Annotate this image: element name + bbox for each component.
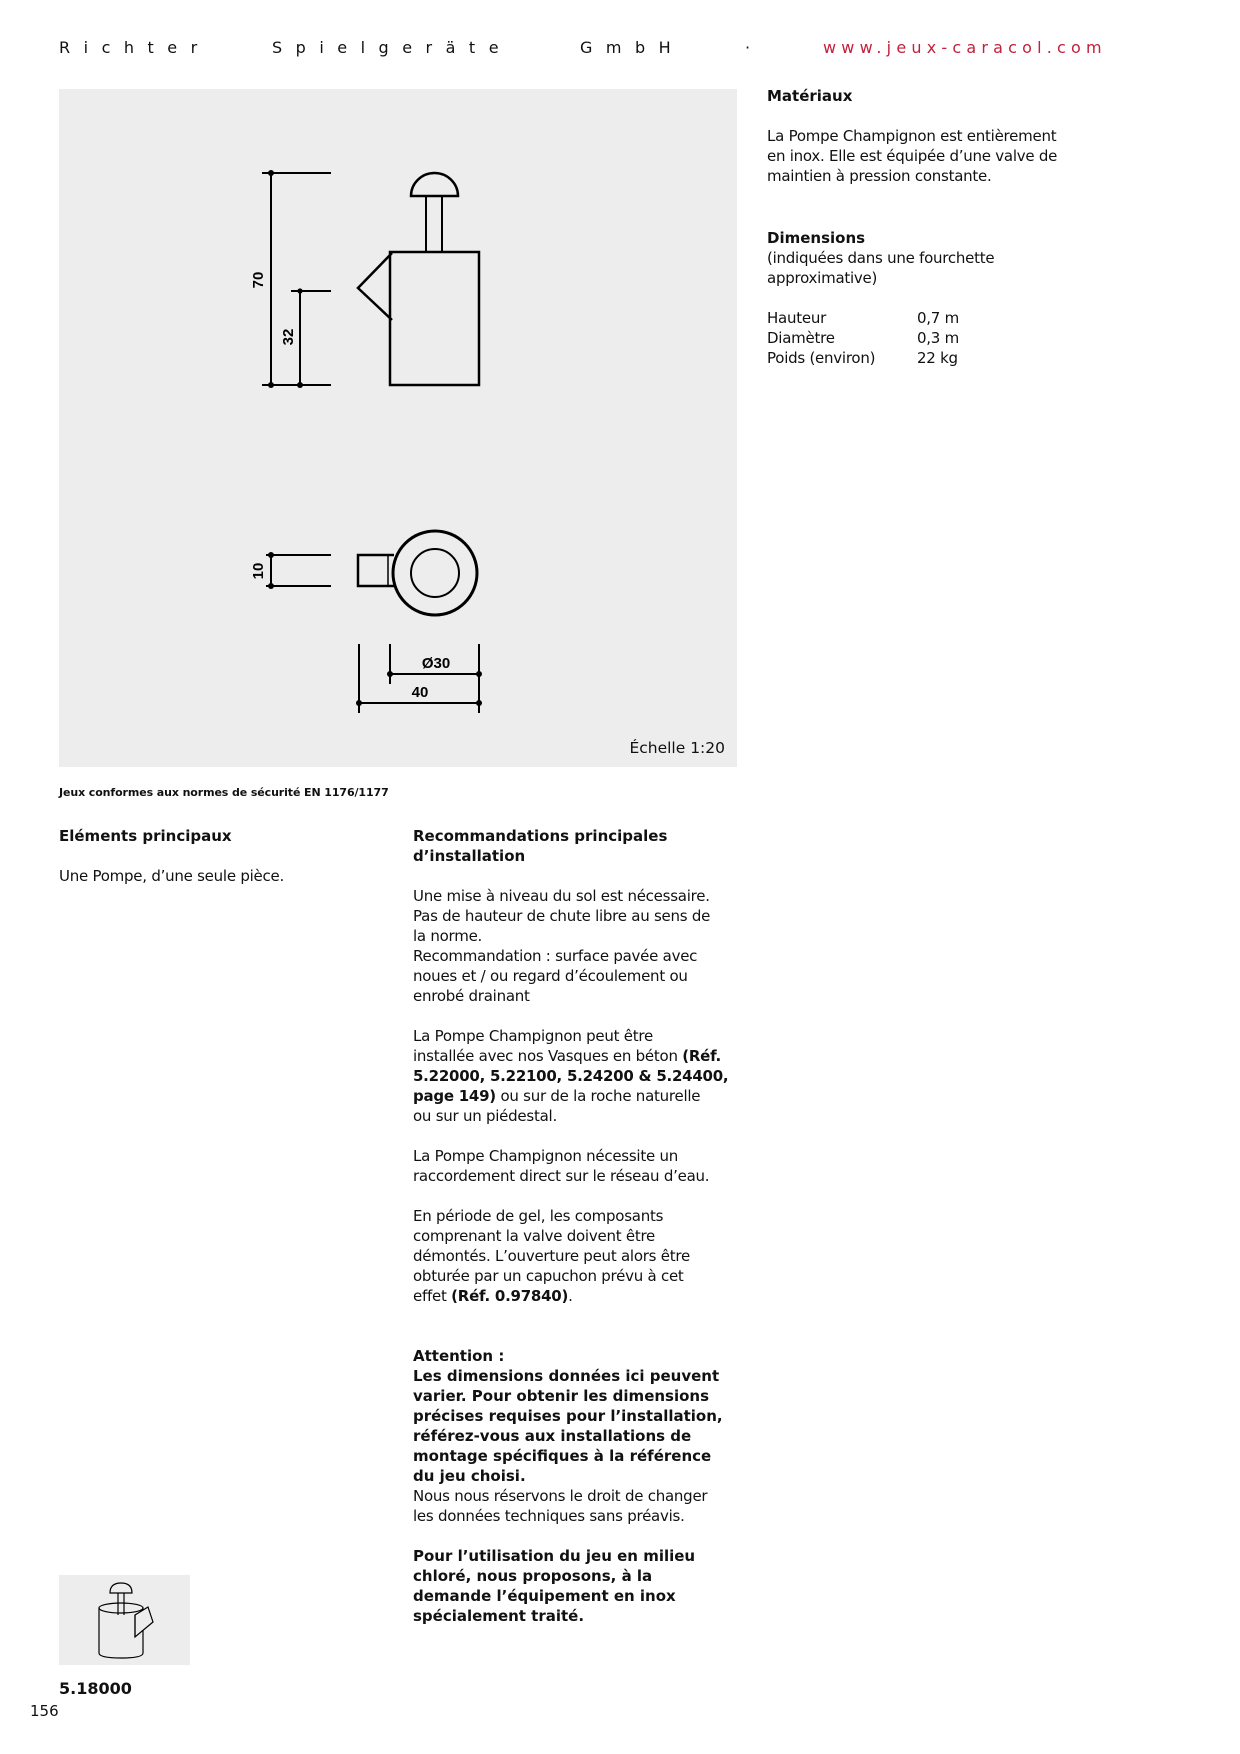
header-separator: · xyxy=(745,38,764,57)
installation-paragraph-frost xyxy=(413,1206,753,1306)
pump-3d-icon xyxy=(59,1575,190,1665)
spec-value: 22 kg xyxy=(917,349,958,367)
materials-line: maintien à pression constante. xyxy=(767,167,992,185)
text-line xyxy=(413,1286,753,1306)
technical-drawing-panel xyxy=(59,89,737,767)
text-line: précises requises pour l’installation, xyxy=(413,1407,723,1425)
header-company-richter: Richter xyxy=(59,38,211,57)
installation-paragraph-basins xyxy=(413,1026,753,1126)
text-line: référez-vous aux installations de xyxy=(413,1427,692,1445)
top-view-dim-dots xyxy=(268,552,482,706)
text-line: spécialement traité. xyxy=(413,1607,585,1625)
text-span: installée avec nos Vasques en béton xyxy=(413,1047,683,1065)
text-line: obturée par un capuchon prévu à cet xyxy=(413,1267,684,1285)
text-line: Pas de hauteur de chute libre au sens de xyxy=(413,907,711,925)
text-line: montage spécifiques à la référence xyxy=(413,1447,712,1465)
scale-label: Échelle 1:20 xyxy=(629,739,725,757)
spec-row-diameter xyxy=(767,328,1097,348)
text-line: comprenant la valve doivent être xyxy=(413,1227,656,1245)
text-line: demande l’équipement en inox xyxy=(413,1587,676,1605)
materials-line: en inox. Elle est équipée d’une valve de xyxy=(767,147,1058,165)
attention-title: Attention : xyxy=(413,1347,505,1365)
materials-section xyxy=(767,86,1097,186)
dim-label-10: 10 xyxy=(250,562,267,580)
dimensions-subtitle: approximative) xyxy=(767,269,878,287)
dimensions-subtitle: (indiquées dans une fourchette xyxy=(767,249,995,267)
text-line: varier. Pour obtenir les dimensions xyxy=(413,1387,710,1405)
text-line: du jeu choisi. xyxy=(413,1467,526,1485)
spec-label: Hauteur xyxy=(767,309,827,327)
materials-line: La Pompe Champignon est entièrement xyxy=(767,127,1057,145)
dim-label-70: 70 xyxy=(250,271,267,289)
text-line: Les dimensions données ici peuvent xyxy=(413,1367,720,1385)
spec-value: 0,7 m xyxy=(917,309,959,327)
text-line: En période de gel, les composants xyxy=(413,1207,664,1225)
spec-label: Diamètre xyxy=(767,329,835,347)
page-number: 156 xyxy=(30,1702,59,1720)
installation-paragraph-water xyxy=(413,1146,753,1186)
text-span: . xyxy=(568,1287,573,1305)
safety-norms-note: Jeux conformes aux normes de sécurité EN 1176/1177 xyxy=(59,786,389,799)
technical-drawing xyxy=(59,89,737,767)
spec-row-weight xyxy=(767,348,1097,368)
text-line: noues et / ou regard d’écoulement ou xyxy=(413,967,688,985)
reference-text: (Réf. 0.97840) xyxy=(451,1287,569,1305)
side-view-dim-dots xyxy=(268,170,303,388)
main-elements-section xyxy=(59,826,389,886)
attention-block xyxy=(413,1346,753,1526)
chlorine-note xyxy=(413,1546,753,1626)
product-thumbnail xyxy=(59,1575,190,1665)
reference-text: page 149) xyxy=(413,1087,496,1105)
text-line xyxy=(413,1046,753,1066)
text-line xyxy=(413,1066,753,1086)
text-line: la norme. xyxy=(413,927,483,945)
installation-title: d’installation xyxy=(413,847,526,865)
text-line: Pour l’utilisation du jeu en milieu xyxy=(413,1547,696,1565)
dimensions-section xyxy=(767,228,1097,368)
installation-section xyxy=(413,826,753,1626)
main-elements-text: Une Pompe, d’une seule pièce. xyxy=(59,867,284,885)
header-website-link[interactable]: www.jeux-caracol.com xyxy=(823,38,1107,57)
materials-title: Matériaux xyxy=(767,87,853,105)
text-line: ou sur un piédestal. xyxy=(413,1107,557,1125)
text-line: raccordement direct sur le réseau d’eau. xyxy=(413,1167,710,1185)
text-line: Nous nous réservons le droit de changer xyxy=(413,1487,708,1505)
spec-label: Poids (environ) xyxy=(767,349,876,367)
side-view-drawing xyxy=(262,173,479,385)
header-company-spielgeraete: Spielgeräte xyxy=(272,38,513,57)
text-line: enrobé drainant xyxy=(413,987,530,1005)
installation-title: Recommandations principales xyxy=(413,827,668,845)
spec-row-height xyxy=(767,308,1097,328)
text-line: démontés. L’ouverture peut alors être xyxy=(413,1247,690,1265)
text-span: effet xyxy=(413,1287,452,1305)
dim-label-diameter-30: Ø30 xyxy=(421,655,451,672)
text-line: Recommandation : surface pavée avec xyxy=(413,947,698,965)
product-code: 5.18000 xyxy=(59,1679,132,1698)
top-view-drawing xyxy=(266,531,479,713)
text-line xyxy=(413,1086,753,1106)
text-line: Une mise à niveau du sol est nécessaire. xyxy=(413,887,710,905)
text-line: La Pompe Champignon peut être xyxy=(413,1027,653,1045)
spec-value: 0,3 m xyxy=(917,329,959,347)
installation-paragraph-ground xyxy=(413,886,753,1006)
reference-text: (Réf. xyxy=(682,1047,721,1065)
text-line: La Pompe Champignon nécessite un xyxy=(413,1147,678,1165)
text-span: ou sur de la roche naturelle xyxy=(495,1087,701,1105)
main-elements-title: Eléments principaux xyxy=(59,827,232,845)
header-company-gmbh: GmbH xyxy=(580,38,685,57)
text-line: chloré, nous proposons, à la xyxy=(413,1567,653,1585)
dimensions-title: Dimensions xyxy=(767,229,866,247)
reference-text: 5.22000, 5.22100, 5.24200 & 5.24400, xyxy=(413,1067,729,1085)
dim-label-40: 40 xyxy=(411,684,429,701)
text-line: les données techniques sans préavis. xyxy=(413,1507,685,1525)
dim-label-32: 32 xyxy=(280,328,297,346)
